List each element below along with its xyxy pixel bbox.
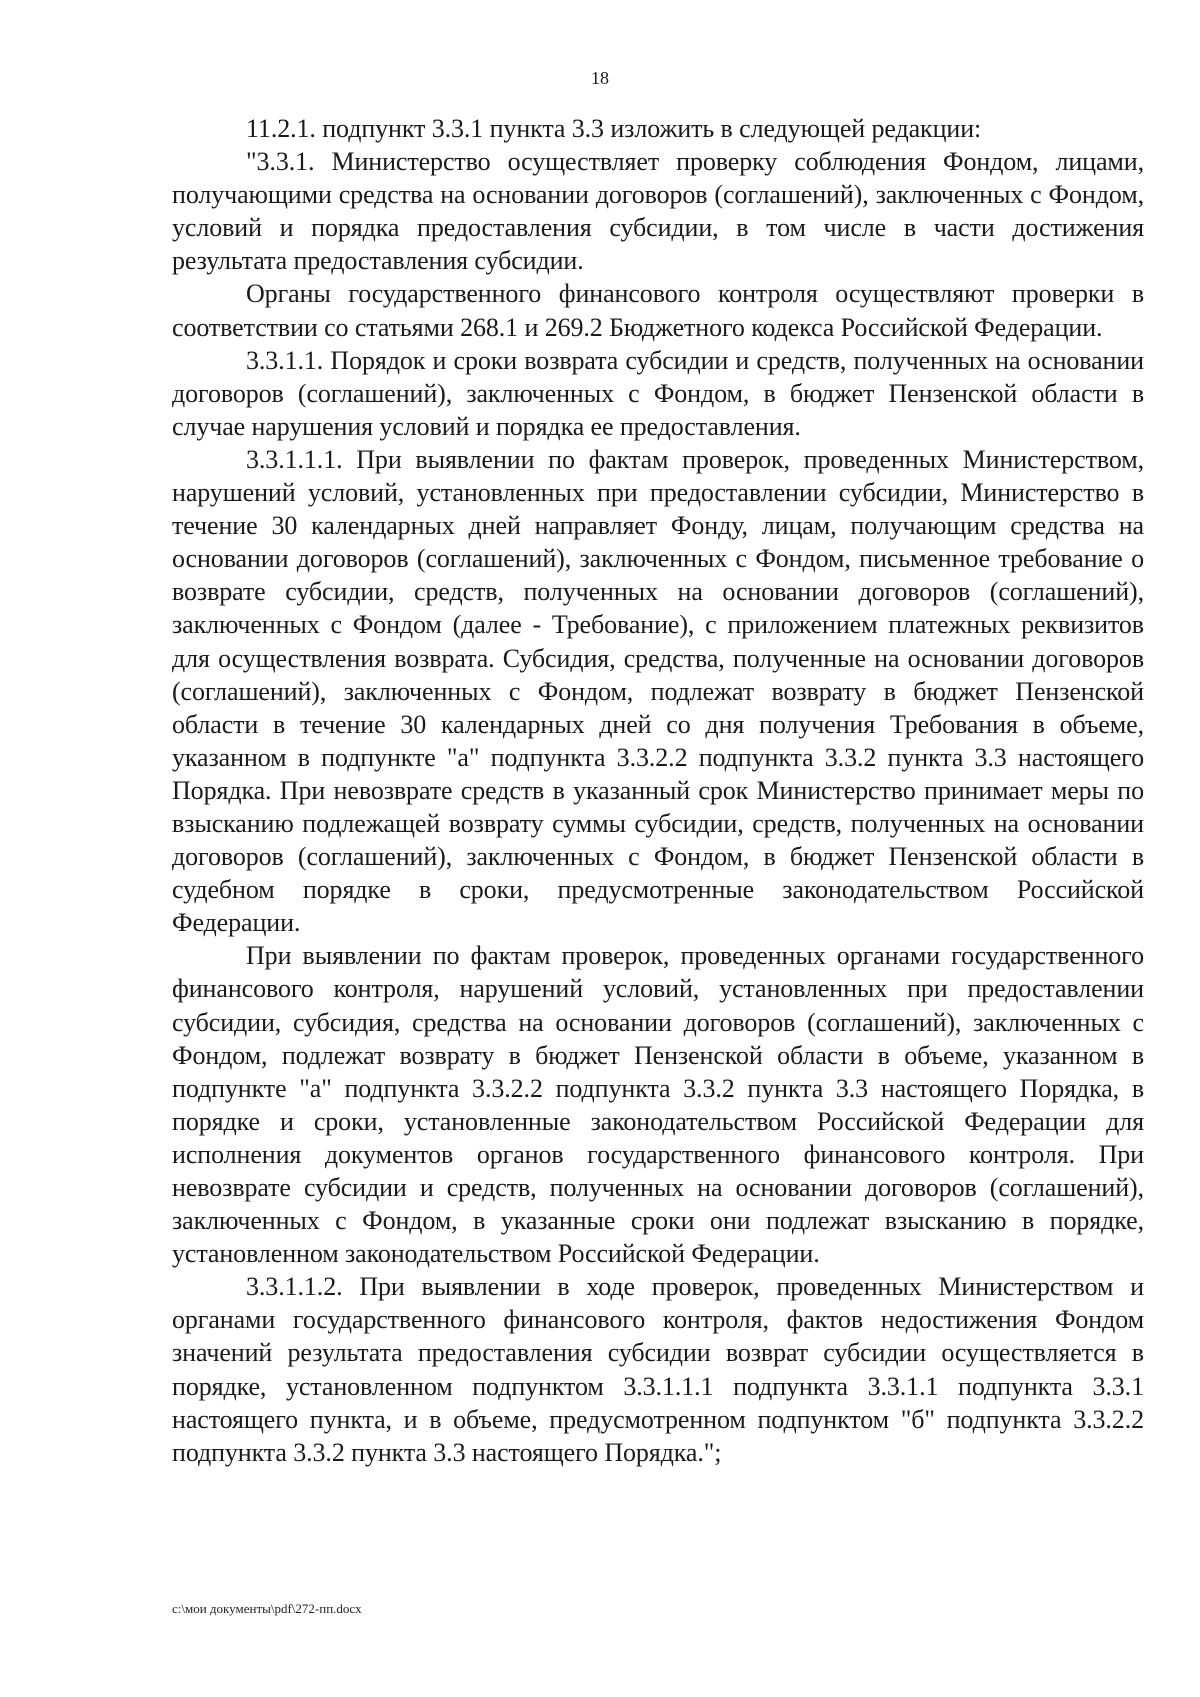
paragraph-control-bodies: Органы государственного финансового контроля осуществляют проверки в соответствии со статьями 268.1 и 269.2 Бюджетного кодекса Российской Федерации. [172, 279, 1144, 342]
paragraph-3-3-1-1-2: 3.3.1.1.2. При выявлении в ходе проверок, проведенных Министерством и органами государственного финансового контроля, фактов недостижения Фондом значений результата предоставления субсидии возврат субсидии осуществляется в порядке, установленном подпунктом 3.3.1.1.1 подпункта 3.3.1.1 подпункта 3.3.1 настоящего пункта, и в объеме, предусмотренном подпунктом "б" подпункта 3.3.2.2 подпункта 3.3.2 пункта 3.3 настоящего Порядка."; [172, 1272, 1144, 1467]
paragraph-3-3-1-1-1: 3.3.1.1.1. При выявлении по фактам проверок, проведенных Министерством, нарушений условий, установленных при предоставлении субсидии, Министерство в течение 30 календарных дней направляет Фонду, лицам, получающим средства на основании договоров (соглашений), заключенных с Фондом, письменное требование о возврате субсидии, средств, полученных на основании договоров (соглашений), заключенных с Фондом (далее - Требование), с приложением платежных реквизитов для осуществления возврата. Субсидия, средства, полученные на основании договоров (соглашений), заключенных с Фондом, подлежат возврату в бюджет Пензенской области в течение 30 календарных дней со дня получения Требования в объеме, указанном в подпункте "а" подпункта 3.3.2.2 подпункта 3.3.2 пункта 3.3 настоящего Порядка. При невозврате средств в указанный срок Министерство принимает меры по взысканию подлежащей возврату суммы субсидии, средств, полученных на основании договоров (соглашений), заключенных с Фондом, в бюджет Пензенской области в судебном порядке в сроки, предусмотренные законодательством Российской Федерации. [172, 444, 1144, 938]
paragraph-3-3-1: "3.3.1. Министерство осуществляет проверку соблюдения Фондом, лицами, получающими средства на основании договоров (соглашений), заключенных с Фондом, условий и порядка предоставления субсидии, в том числе в части достижения результата предоставления субсидии. [172, 147, 1144, 276]
paragraph-control-violations: При выявлении по фактам проверок, проведенных органами государственного финансового контроля, нарушений условий, установленных при предоставлении субсидии, субсидия, средства на основании договоров (соглашений), заключенных с Фондом, подлежат возврату в бюджет Пензенской области в объеме, указанном в подпункте "а" подпункта 3.3.2.2 подпункта 3.3.2 пункта 3.3 настоящего Порядка, в порядке и сроки, установленные законодательством Российской Федерации для исполнения документов органов государственного финансового контроля. При невозврате субсидии и средств, полученных на основании договоров (соглашений), заключенных с Фондом, в указанные сроки они подлежат взысканию в порядке, установленном законодательством Российской Федерации. [172, 941, 1144, 1269]
paragraph-11-2-1: 11.2.1. подпункт 3.3.1 пункта 3.3 изложить в следующей редакции: [246, 114, 982, 143]
footer-file-path: c:\мои документы\pdf\272-пп.docx [172, 1601, 362, 1616]
document-body [172, 112, 1144, 1469]
paragraph-3-3-1-1: 3.3.1.1. Порядок и сроки возврата субсидии и средств, полученных на основании договоров (соглашений), заключенных с Фондом, в бюджет Пензенской области в случае нарушения условий и порядка ее предоставления. [172, 345, 1144, 441]
page-number: 18 [591, 68, 609, 88]
